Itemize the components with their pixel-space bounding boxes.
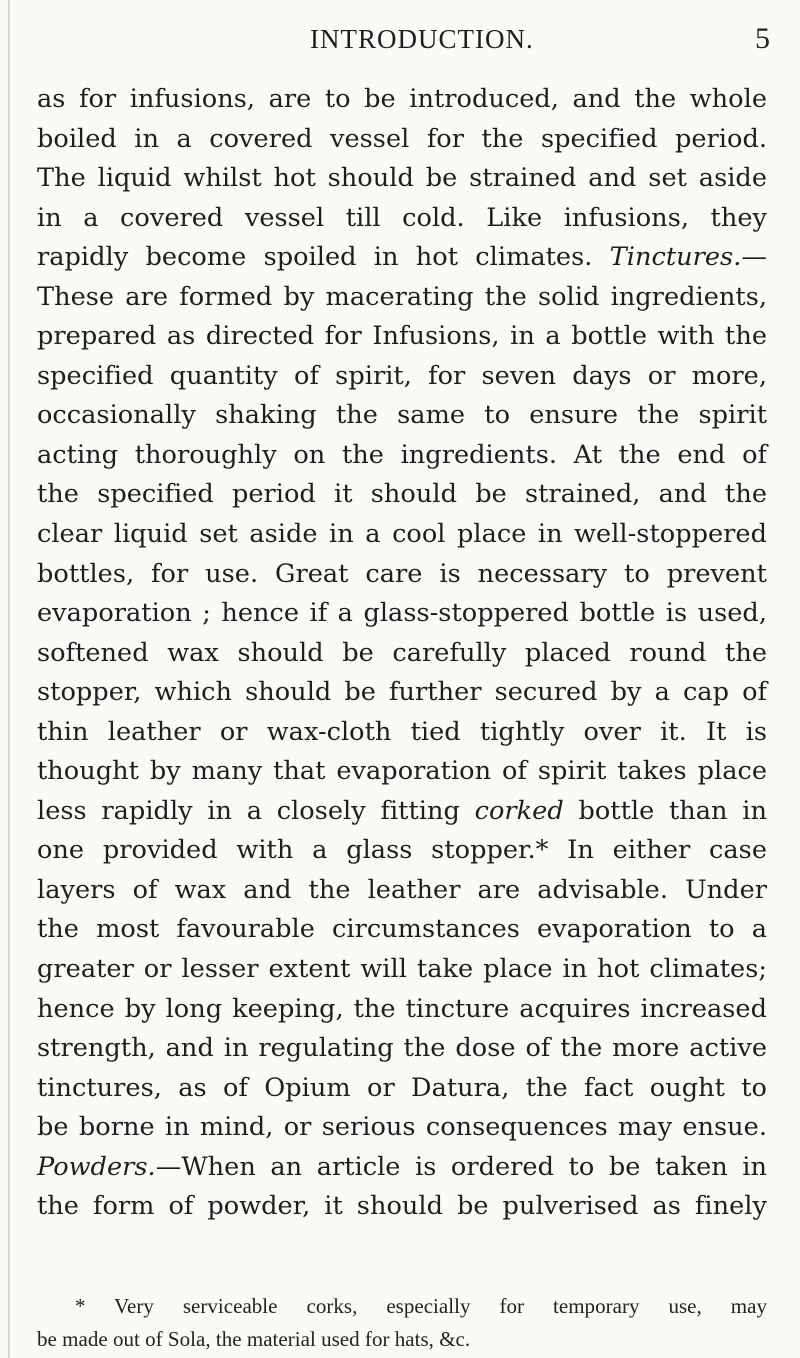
page-edge-shadow <box>8 0 10 1358</box>
body-line: as for infusions, are to be introduced, and the whole <box>37 84 767 114</box>
body-line: be borne in mind, or serious consequences may ensue. <box>37 1112 767 1143</box>
body-line: boiled in a covered vessel for the specified period. <box>37 123 767 154</box>
body-line: stopper, which should be further secured by a cap of <box>37 677 767 708</box>
body-line: layers of wax and the leather are advisable. Under <box>37 874 767 905</box>
italic-term: corked <box>474 795 564 826</box>
body-line: The liquid whilst hot should be strained and set aside <box>37 163 767 194</box>
body-line: prepared as directed for Infusions, in a bottle with the <box>37 321 767 352</box>
body-line: the specified period it should be strained, and the <box>37 479 767 510</box>
body-line: specified quantity of spirit, for seven days or more, <box>37 360 767 391</box>
page-header <box>0 20 800 60</box>
body-line-with-italic: less rapidly in a closely fitting corked bottle than in <box>37 795 767 826</box>
running-title: INTRODUCTION. <box>310 24 534 54</box>
body-text <box>37 80 767 1227</box>
body-line-with-italic: Powders.—When an article is ordered to be taken in <box>37 1151 767 1182</box>
body-line: clear liquid set aside in a cool place in well-stoppered <box>37 519 767 550</box>
body-line: in a covered vessel till cold. Like infusions, they <box>37 202 767 233</box>
footnote <box>37 1290 767 1356</box>
footnote-line: be made out of Sola, the material used for hats, &c. <box>37 1327 471 1351</box>
body-line: acting thoroughly on the ingredients. At the end of <box>37 439 767 470</box>
body-line: tinctures, as of Opium or Datura, the fact ought to <box>37 1072 767 1103</box>
body-line: occasionally shaking the same to ensure the spirit <box>37 400 767 431</box>
body-line: strength, and in regulating the dose of the more active <box>37 1033 767 1064</box>
body-line: thought by many that evaporation of spirit takes place <box>37 756 767 787</box>
body-line: hence by long keeping, the tincture acquires increased <box>37 993 767 1024</box>
body-line: the most favourable circumstances evaporation to a <box>37 914 767 945</box>
body-line: evaporation ; hence if a glass-stoppered bottle is used, <box>37 598 767 629</box>
italic-term: Powders. <box>37 1151 156 1182</box>
footnote-line: * Very serviceable corks, especially for temporary use, may <box>75 1294 767 1318</box>
body-line: thin leather or wax-cloth tied tightly over it. It is <box>37 716 767 747</box>
page-number: 5 <box>755 22 770 55</box>
body-line: one provided with a glass stopper.* In either case <box>37 835 767 866</box>
body-line: the form of powder, it should be pulverised as finely <box>37 1191 767 1222</box>
body-line: These are formed by macerating the solid ingredients, <box>37 281 767 312</box>
body-line: greater or lesser extent will take place in hot climates; <box>37 954 767 985</box>
body-line: bottles, for use. Great care is necessary to prevent <box>37 558 767 589</box>
body-line-with-italic: rapidly become spoiled in hot climates. Tinctures.— <box>37 242 767 273</box>
italic-term: Tinctures. <box>609 242 742 273</box>
body-line: softened wax should be carefully placed round the <box>37 637 767 668</box>
